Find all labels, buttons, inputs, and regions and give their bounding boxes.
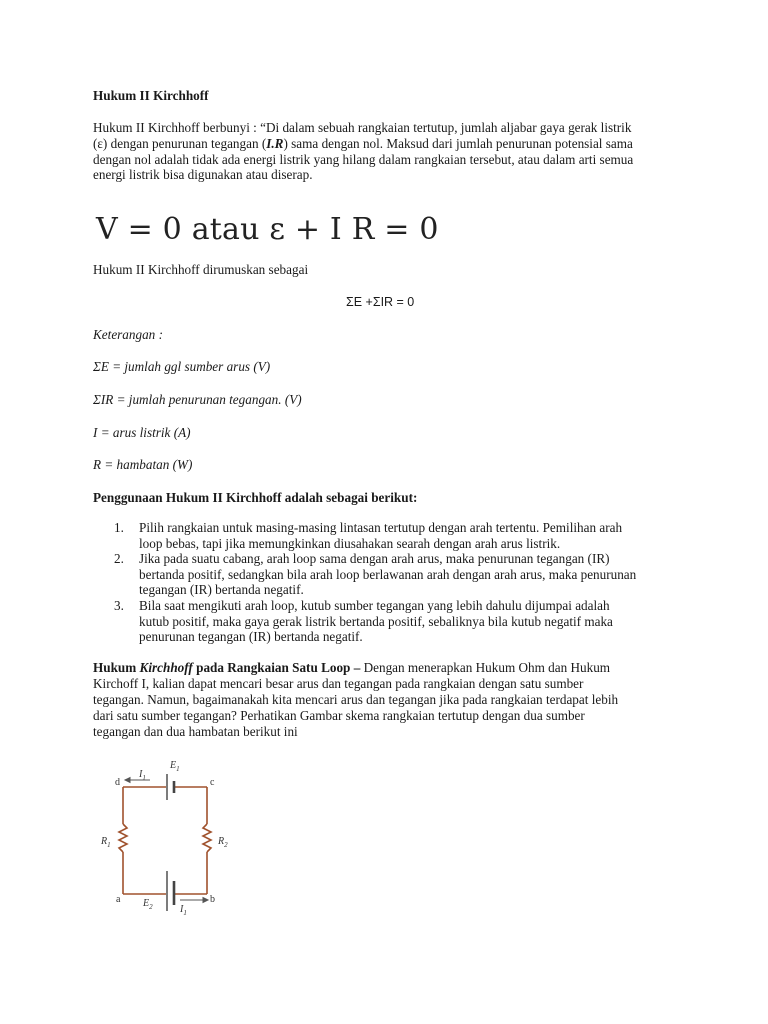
list-line: Bila saat mengikuti arah loop, kutub sumber tegangan yang lebih dahulu dijumpai adalah bbox=[139, 597, 610, 613]
single-loop-line-1 bbox=[93, 660, 610, 676]
legend-item-ggl: ΣE = jumlah ggl sumber arus (V) bbox=[93, 359, 271, 374]
single-loop-title-b: Kirchhoff bbox=[139, 660, 193, 675]
label-e2-sub: 2 bbox=[149, 903, 153, 911]
list-line: Pilih rangkaian untuk masing-masing lintasan tertutup dengan arah tertentu. Pemilihan arah bbox=[139, 520, 623, 535]
list-line: Jika pada suatu cabang, arah loop sama dengan arah arus, maka penurunan tegangan (IR) bbox=[139, 551, 610, 567]
arrow-top-head bbox=[125, 778, 130, 783]
label-e1-main: E bbox=[170, 760, 177, 771]
list-line: kutub positif, maka gaya gerak listrik bertanda positif, sebaliknya bila kutub negatif maka bbox=[139, 613, 613, 629]
list-line: bertanda positif, sedangkan bila arah loop berlawanan arah dengan arah arus, maka penurunan bbox=[139, 566, 637, 582]
resistor-r2 bbox=[203, 824, 211, 852]
intro-line-4: energi listrik bisa digunakan atau diserap. bbox=[93, 167, 313, 182]
single-loop-line-2: Kirchoff I, kalian dapat mencari besar arus dan tegangan pada rangkaian dengan satu sumber bbox=[93, 676, 584, 691]
label-i-bottom-main: I bbox=[180, 904, 184, 915]
list-line: tegangan (IR) bertanda negatif. bbox=[139, 582, 304, 598]
intro-line-2 bbox=[93, 136, 633, 152]
legend-item-ir: ΣIR = jumlah penurunan tegangan. (V) bbox=[93, 392, 302, 407]
list-line: penurunan tegangan (IR) bertanda negatif. bbox=[139, 629, 363, 645]
list-item bbox=[114, 520, 729, 551]
circuit-wires bbox=[119, 787, 211, 894]
single-loop-text-1: Dengan menerapkan Hukum Ohm dan Hukum bbox=[363, 660, 611, 675]
label-e2 bbox=[142, 898, 153, 911]
node-c: c bbox=[210, 777, 215, 788]
label-e1-sub: 1 bbox=[176, 765, 180, 773]
single-loop-title-c: pada Rangkaian Satu Loop bbox=[192, 660, 351, 675]
label-r1-sub: 1 bbox=[107, 841, 111, 849]
label-i-top-main: I bbox=[139, 769, 143, 780]
legend-item-r: R = hambatan (W) bbox=[93, 457, 193, 472]
label-r2-main: R bbox=[218, 836, 225, 847]
usage-heading: Penggunaan Hukum II Kirchhoff adalah sebagai berikut: bbox=[93, 490, 418, 505]
node-d: d bbox=[115, 777, 120, 788]
resistor-r1 bbox=[119, 824, 127, 852]
list-number: 3. bbox=[114, 597, 124, 613]
single-loop-dash: – bbox=[350, 660, 364, 675]
formula-sum: ΣE +ΣIR = 0 bbox=[346, 295, 415, 309]
intro-line-2a: (ε) dengan penurunan tegangan ( bbox=[93, 136, 267, 151]
intro-line-3: dengan nol adalah tidak ada energi listrik yang hilang dalam rangkaian tersebut, atau dalam arti semua bbox=[93, 152, 634, 167]
label-i-top-sub: 1 bbox=[142, 774, 146, 782]
single-loop-title-a: Hukum bbox=[93, 660, 140, 675]
arrow-bottom-head bbox=[203, 898, 208, 903]
node-b: b bbox=[210, 894, 215, 905]
label-r2 bbox=[217, 836, 228, 849]
circuit-diagram bbox=[95, 752, 245, 922]
list-item bbox=[114, 551, 729, 598]
steps-list bbox=[93, 520, 729, 645]
label-r1 bbox=[100, 836, 111, 849]
single-loop-line-5: tegangan dan dua hambatan berikut ini bbox=[93, 724, 298, 739]
label-i-bottom bbox=[179, 904, 187, 917]
single-loop-line-4: dari satu sumber tegangan? Perhatikan Gambar skema rangkaian tertutup dengan dua sumber bbox=[93, 708, 585, 723]
node-a: a bbox=[116, 894, 121, 905]
formula-image: V = 0 atau ε + I R = 0 bbox=[96, 212, 439, 247]
label-e2-main: E bbox=[143, 898, 150, 909]
legend-item-i: I = arus listrik (A) bbox=[93, 425, 191, 440]
section-heading: Hukum II Kirchhoff bbox=[93, 88, 209, 103]
label-i-bottom-sub: 1 bbox=[183, 909, 187, 917]
legend-title: Keterangan : bbox=[93, 327, 163, 342]
intro-line-2c: ) sama dengan nol. Maksud dari jumlah penurunan potensial sama bbox=[283, 136, 633, 151]
label-r2-sub: 2 bbox=[224, 841, 228, 849]
list-number: 2. bbox=[114, 551, 124, 567]
single-loop-line-3: tegangan. Namun, bagaimanakah kita mencari arus dan tegangan jika pada rangkaian terdapat lebih bbox=[93, 692, 619, 707]
list-item bbox=[114, 597, 729, 645]
formula-intro: Hukum II Kirchhoff dirumuskan sebagai bbox=[93, 262, 309, 277]
intro-line-1: Hukum II Kirchhoff berbunyi : “Di dalam sebuah rangkaian tertutup, jumlah aljabar gaya gerak listrik bbox=[93, 120, 632, 135]
list-number: 1. bbox=[114, 520, 124, 535]
label-e1 bbox=[169, 760, 180, 773]
intro-ir: I.R bbox=[266, 136, 284, 151]
label-r1-main: R bbox=[101, 836, 108, 847]
list-line: loop bebas, tapi jika memungkinkan diusahakan searah dengan arah arus listrik. bbox=[139, 535, 561, 551]
